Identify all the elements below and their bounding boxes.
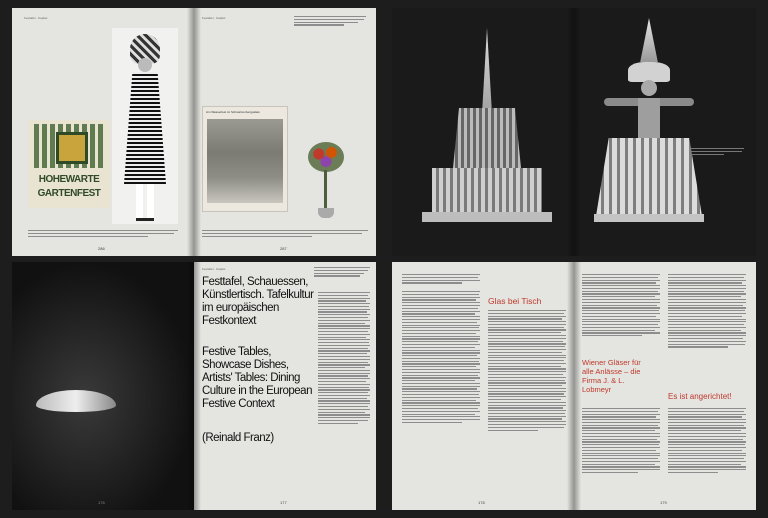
- crinoline-figure: [594, 18, 704, 238]
- costume-photo: [112, 28, 178, 224]
- page-179: [574, 262, 756, 510]
- text-column-3: [582, 274, 660, 338]
- page-176: [12, 262, 194, 510]
- postcard-scene: [207, 119, 283, 203]
- abstract-text: [314, 267, 370, 278]
- spread-bottom-right: [392, 262, 756, 510]
- page-crinoline: [574, 8, 756, 256]
- face: [138, 58, 152, 72]
- page-178: [392, 262, 574, 510]
- page-number-178: 178: [478, 500, 485, 505]
- gutter: [567, 8, 581, 256]
- poster-image: [28, 120, 110, 208]
- heading-served: Es ist angerichtet!: [668, 392, 732, 401]
- heading-lobmeyr: Wiener Gläser für alle Anlässe – die Firma J. & L. Lobmeyr: [582, 358, 641, 394]
- spread-top-right: [392, 8, 756, 256]
- spread-bottom-left: [12, 262, 376, 510]
- postcard-title: Am Wasserfest im Schwarzenbergpalais: [206, 110, 260, 114]
- striped-dress: [124, 72, 166, 184]
- page-cathedral: [392, 8, 574, 256]
- legs: [136, 184, 154, 221]
- title-english: Festive Tables, Showcase Dishes, Artists' Tables: Dining Culture in the European Festive Context: [202, 346, 312, 410]
- flower-bouquet: [298, 140, 354, 220]
- gutter: [567, 262, 581, 510]
- poster-emblem: [56, 132, 88, 164]
- gutter: [187, 8, 201, 256]
- text-column-1: [402, 274, 480, 425]
- poster-line-2: GARTENFEST: [37, 188, 101, 199]
- text-column-3b: [582, 408, 660, 475]
- page-number-177: 177: [280, 500, 287, 505]
- title-german: Festtafel, Schauessen, Künstlertisch. Tafelkultur im europäischen Festkontext: [202, 276, 314, 327]
- text-column-4b: [668, 408, 746, 475]
- page-177: [194, 262, 376, 510]
- intro-text: [294, 16, 366, 27]
- postcard-photo: [202, 106, 288, 212]
- page-number-286: 286: [98, 246, 105, 251]
- caption-right: [202, 230, 368, 238]
- poster-line-1: HOHEWARTE: [38, 174, 100, 185]
- body-column: [318, 292, 370, 426]
- dark-showpiece-photo: [12, 262, 194, 510]
- spread-top-left: [12, 8, 376, 256]
- page-286: [12, 8, 194, 256]
- page-number-287: 287: [280, 246, 287, 251]
- page-287: [194, 8, 376, 256]
- running-header: Festtafel · Kapitel: [24, 16, 48, 20]
- heading-glass-at-table: Glas bei Tisch: [488, 296, 542, 306]
- text-column-2: [488, 310, 566, 432]
- running-header: Festtafel · Kapitel: [202, 16, 226, 20]
- page-number-176: 176: [98, 500, 105, 505]
- caption-left: [28, 230, 178, 238]
- page-number-179: 179: [660, 500, 667, 505]
- cathedral-centerpiece: [422, 28, 552, 228]
- author-name: (Reinald Franz): [202, 432, 274, 444]
- running-header: Festtafel · Kapitel: [202, 267, 226, 271]
- gutter: [187, 262, 201, 510]
- text-column-4: [668, 274, 746, 349]
